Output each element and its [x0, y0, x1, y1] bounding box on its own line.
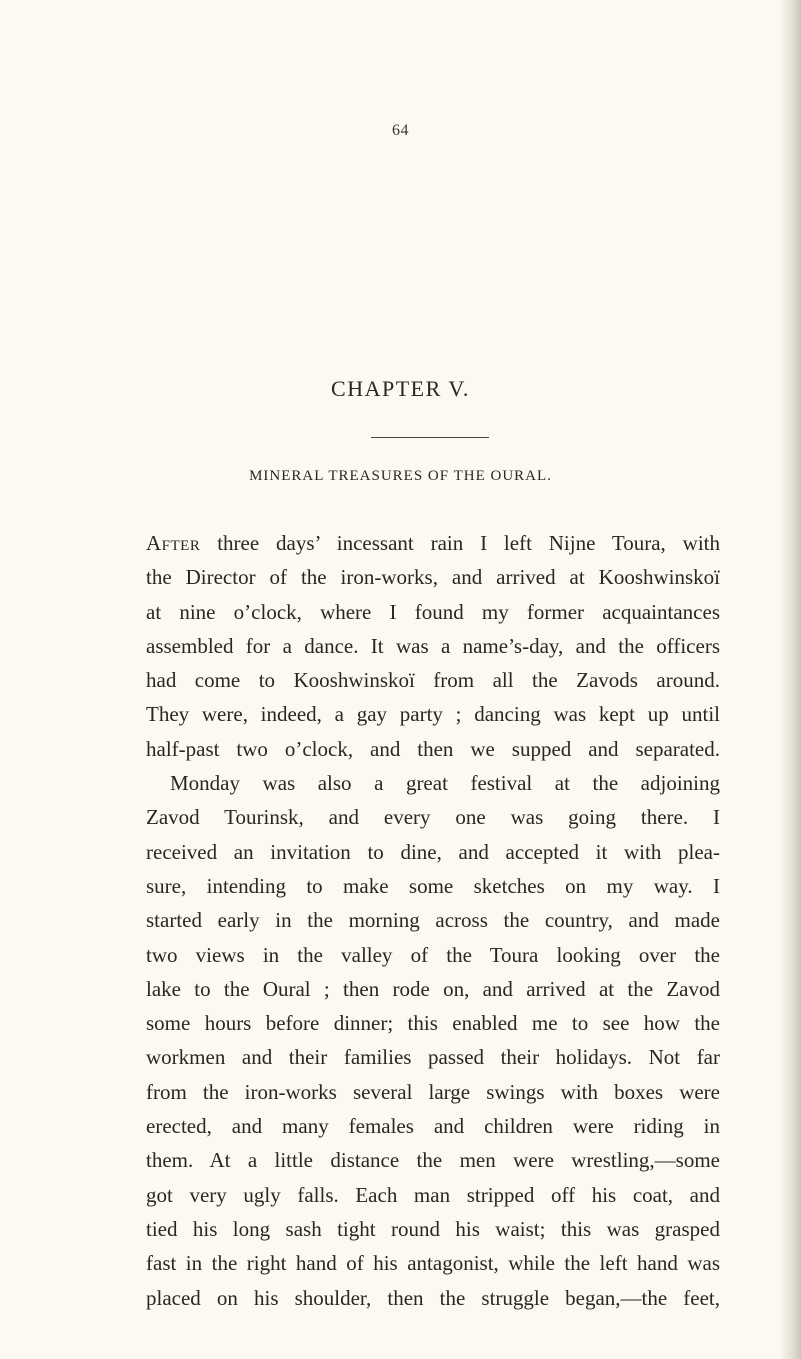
text-line: two views in the valley of the Toura looking over the	[146, 942, 720, 967]
text-line: They were, indeed, a gay party ; dancing was kept up until	[146, 702, 720, 727]
page-edge-shadow	[779, 0, 801, 1359]
text-line: placed on his shoulder, then the struggle began,—the feet,	[146, 1285, 720, 1310]
text-line: from the iron-works several large swings with boxes were	[146, 1079, 720, 1104]
text-line: fast in the right hand of his antagonist, while the left hand was	[146, 1251, 720, 1276]
text-line: half-past two o’clock, and then we supped and separated.	[146, 736, 720, 761]
text-line: received an invitation to dine, and accepted it with plea-	[146, 839, 720, 864]
text-line: lake to the Oural ; then rode on, and arrived at the Zavod	[146, 976, 720, 1001]
text-line: the Director of the iron-works, and arrived at Kooshwinskoï	[146, 565, 720, 590]
chapter-heading: CHAPTER V.	[331, 376, 470, 401]
text-line: got very ugly falls. Each man stripped off his coat, and	[146, 1182, 720, 1207]
heading-divider	[371, 437, 489, 438]
text-line: them. At a little distance the men were wrestling,—some	[146, 1148, 720, 1173]
text-line: started early in the morning across the country, and made	[146, 908, 720, 933]
page-number: 64	[392, 122, 409, 139]
body-text	[146, 526, 720, 1315]
opening-word: After	[146, 531, 201, 555]
text-line: some hours before dinner; this enabled me to see how the	[146, 1011, 720, 1036]
text-line: Zavod Tourinsk, and every one was going there. I	[146, 805, 720, 830]
text-line: erected, and many females and children were riding in	[146, 1114, 720, 1139]
text-line: After three days’ incessant rain I left Nijne Toura, with	[146, 531, 720, 555]
text-line: workmen and their families passed their holidays. Not far	[146, 1045, 720, 1070]
text-line: sure, intending to make some sketches on my way. I	[146, 873, 720, 898]
text-line: tied his long sash tight round his waist; this was grasped	[146, 1216, 720, 1241]
text-line: had come to Kooshwinskoï from all the Zavods around.	[146, 668, 720, 693]
text-line: assembled for a dance. It was a name’s-day, and the officers	[146, 633, 720, 658]
chapter-title: MINERAL TREASURES OF THE OURAL.	[249, 468, 552, 484]
text-line: Monday was also a great festival at the adjoining	[170, 771, 720, 796]
text-line: at nine o’clock, where I found my former acquaintances	[146, 599, 720, 624]
